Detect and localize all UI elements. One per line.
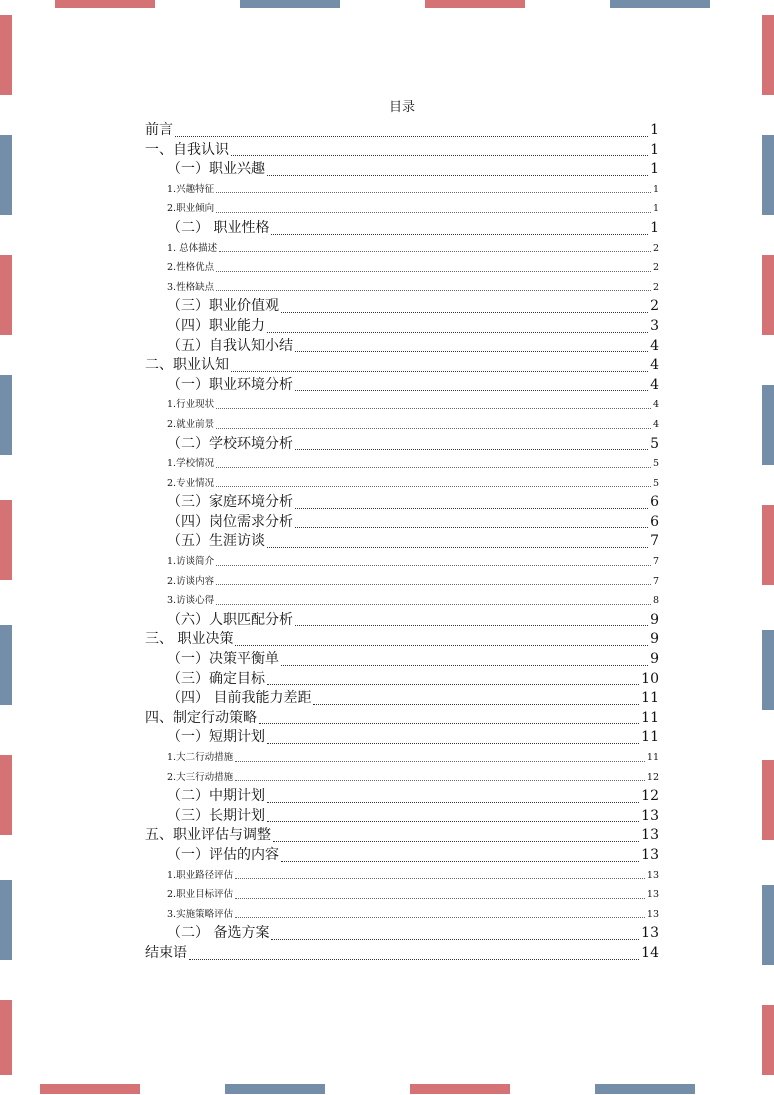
toc-entry[interactable] (145, 435, 659, 455)
toc-entry-label: 一、自我认识 (145, 141, 229, 158)
toc-entry-label: （二） 职业性格 (167, 219, 270, 236)
toc-entry-label: 2.性格优点 (167, 262, 215, 274)
toc-entry-label: （四） 目前我能力差距 (167, 690, 312, 707)
toc-entry-label: 三、 职业决策 (145, 631, 234, 648)
toc-entry-label: 3.性格缺点 (167, 281, 215, 293)
toc-leader-dots (216, 290, 651, 291)
toc-entry-page: 4 (652, 399, 659, 411)
toc-entry-page: 7 (652, 575, 659, 587)
toc-entry[interactable] (145, 689, 659, 709)
toc-entry[interactable] (145, 121, 659, 141)
toc-entry-page: 4 (650, 357, 659, 374)
toc-entry-page: 2 (652, 281, 659, 293)
toc-entry-page: 12 (646, 771, 659, 783)
border-stripe (0, 755, 12, 835)
toc-entry-page: 4 (650, 376, 659, 393)
border-stripe (610, 0, 710, 8)
toc-entry[interactable] (145, 474, 659, 494)
toc-entry-page: 9 (650, 651, 659, 668)
border-stripe (55, 0, 155, 8)
toc-entry[interactable] (145, 513, 659, 533)
toc-entry[interactable] (145, 846, 659, 866)
toc-entry-page: 13 (641, 846, 659, 863)
toc-entry-label: （三）家庭环境分析 (167, 494, 293, 511)
toc-leader-dots (189, 959, 639, 960)
toc-entry-label: 四、制定行动策略 (145, 709, 257, 726)
toc-entry-label: 1. 总体描述 (167, 242, 218, 254)
border-stripe (0, 1000, 12, 1075)
toc-leader-dots (267, 821, 639, 822)
toc-entry[interactable] (145, 866, 659, 886)
toc-leader-dots (295, 351, 648, 352)
toc-entry-label: 1.行业现状 (167, 399, 215, 411)
toc-entry-label: （六）人职匹配分析 (167, 611, 293, 628)
toc-leader-dots (235, 898, 645, 899)
toc-leader-dots (259, 723, 639, 724)
toc-entry-label: 五、职业评估与调整 (145, 827, 271, 844)
toc-leader-dots (175, 136, 648, 137)
toc-entry-label: （二）中期计划 (167, 788, 265, 805)
toc-entry-label: 1.学校情况 (167, 458, 215, 470)
toc-entry[interactable] (145, 180, 659, 200)
toc-entry[interactable] (145, 768, 659, 788)
toc-leader-dots (216, 604, 651, 605)
toc-leader-dots (216, 486, 651, 487)
toc-entry[interactable] (145, 219, 659, 239)
toc-leader-dots (216, 467, 651, 468)
toc-entry-page: 1 (650, 122, 659, 138)
toc-list (145, 121, 659, 964)
toc-entry-page: 2 (652, 242, 659, 254)
border-stripe (0, 375, 12, 455)
toc-entry[interactable] (145, 670, 659, 690)
toc-entry[interactable] (145, 160, 659, 180)
toc-entry[interactable] (145, 356, 659, 376)
toc-entry-page: 11 (641, 729, 659, 746)
border-stripe (410, 1084, 510, 1094)
toc-entry-label: 2.就业前景 (167, 418, 215, 430)
toc-entry[interactable] (145, 650, 659, 670)
border-stripe (762, 760, 774, 840)
toc-leader-dots (216, 428, 651, 429)
toc-entry[interactable] (145, 905, 659, 925)
toc-entry[interactable] (145, 278, 659, 298)
toc-entry-page: 13 (646, 908, 659, 920)
toc-leader-dots (267, 547, 648, 548)
toc-entry[interactable] (145, 885, 659, 905)
toc-leader-dots (267, 802, 639, 803)
border-stripe (0, 625, 12, 705)
toc-entry-label: （五）自我认知小结 (167, 337, 293, 354)
toc-entry[interactable] (145, 258, 659, 278)
toc-entry-label: 2.访谈内容 (167, 575, 215, 587)
toc-leader-dots (281, 861, 639, 862)
toc-leader-dots (295, 527, 648, 528)
toc-entry-page: 1 (650, 161, 659, 178)
toc-entry-label: （一）评估的内容 (167, 846, 279, 863)
toc-entry-label: 1.职业路径评估 (167, 869, 234, 881)
toc-leader-dots (231, 155, 648, 156)
border-stripe (762, 255, 774, 335)
border-stripe (762, 385, 774, 465)
toc-leader-dots (271, 234, 648, 235)
toc-entry[interactable] (145, 317, 659, 337)
toc-entry-label: （二）学校环境分析 (167, 435, 293, 452)
border-stripe (762, 15, 774, 95)
border-stripe (240, 0, 340, 8)
toc-entry[interactable] (145, 807, 659, 827)
toc-entry-label: （三）确定目标 (167, 670, 265, 687)
toc-entry[interactable] (145, 532, 659, 552)
toc-entry-page: 6 (650, 494, 659, 511)
toc-leader-dots (216, 408, 651, 409)
toc-leader-dots (267, 332, 648, 333)
toc-entry-label: （一）职业兴趣 (167, 161, 265, 178)
toc-entry-page: 5 (652, 477, 659, 489)
toc-entry-label: 3.访谈心得 (167, 595, 215, 607)
toc-entry-label: 2.职业目标评估 (167, 889, 234, 901)
toc-entry-page: 9 (650, 631, 659, 648)
toc-entry-label: 二、职业认知 (145, 357, 229, 374)
toc-entry-label: （一）短期计划 (167, 729, 265, 746)
toc-entry-label: 3.实施策略评估 (167, 908, 234, 920)
toc-entry-label: 2.大三行动措施 (167, 771, 234, 783)
toc-entry[interactable] (145, 141, 659, 161)
border-stripe (0, 255, 12, 335)
toc-leader-dots (267, 175, 648, 176)
toc-entry-label: （四）职业能力 (167, 317, 265, 334)
toc-entry-page: 4 (652, 418, 659, 430)
toc-entry-label: 1.兴趣特征 (167, 183, 215, 195)
toc-entry[interactable] (145, 337, 659, 357)
toc-entry[interactable] (145, 552, 659, 572)
toc-leader-dots (216, 271, 651, 272)
toc-entry-label: （五）生涯访谈 (167, 533, 265, 550)
toc-entry-page: 11 (646, 752, 659, 763)
toc-entry-page: 13 (641, 807, 659, 824)
toc-leader-dots (216, 565, 651, 566)
toc-entry[interactable] (145, 924, 659, 944)
toc-leader-dots (235, 878, 645, 879)
toc-entry-page: 1 (652, 203, 659, 215)
toc-entry-page: 14 (641, 944, 659, 961)
border-stripe (762, 1005, 774, 1075)
border-stripe (762, 505, 774, 585)
table-of-contents (145, 96, 659, 964)
toc-leader-dots (235, 780, 645, 781)
toc-entry-label: （三）职业价值观 (167, 298, 279, 315)
border-stripe (762, 135, 774, 215)
toc-entry-label: 2.职业倾向 (167, 203, 215, 215)
toc-leader-dots (295, 390, 648, 391)
toc-entry-label: （二） 备选方案 (167, 925, 270, 942)
toc-entry-label: 1.访谈简介 (167, 556, 215, 568)
toc-entry[interactable] (145, 239, 659, 259)
toc-entry-page: 5 (650, 435, 659, 452)
toc-entry-label: 1.大二行动措施 (167, 752, 234, 763)
toc-entry-label: 前言 (145, 122, 173, 138)
toc-leader-dots (219, 251, 651, 252)
toc-entry-page: 13 (646, 889, 659, 901)
toc-entry[interactable] (145, 493, 659, 513)
border-stripe (0, 880, 12, 960)
toc-entry-page: 13 (641, 827, 659, 844)
border-stripe (425, 0, 525, 8)
toc-entry-page: 13 (641, 925, 659, 942)
toc-entry-label: （三）长期计划 (167, 807, 265, 824)
toc-entry[interactable] (145, 454, 659, 474)
toc-entry-page: 13 (646, 869, 659, 881)
toc-entry[interactable] (145, 709, 659, 729)
toc-leader-dots (295, 625, 648, 626)
toc-entry-page: 9 (650, 611, 659, 628)
border-stripe (40, 1084, 140, 1094)
toc-entry[interactable] (145, 787, 659, 807)
toc-leader-dots (267, 743, 639, 744)
border-stripe (762, 630, 774, 710)
toc-entry-page: 1 (650, 141, 659, 158)
toc-entry[interactable] (145, 630, 659, 650)
toc-entry-page: 6 (650, 513, 659, 530)
toc-entry[interactable] (145, 572, 659, 592)
toc-entry-page: 2 (652, 262, 659, 274)
toc-entry-page: 7 (650, 533, 659, 550)
toc-entry[interactable] (145, 415, 659, 435)
toc-leader-dots (235, 917, 645, 918)
toc-leader-dots (271, 939, 639, 940)
toc-leader-dots (231, 371, 648, 372)
toc-entry-page: 11 (641, 690, 659, 707)
toc-entry[interactable] (145, 395, 659, 415)
toc-leader-dots (216, 192, 651, 193)
toc-entry-page: 4 (650, 337, 659, 354)
toc-entry-page: 1 (652, 183, 659, 195)
toc-entry[interactable] (145, 748, 659, 768)
toc-leader-dots (216, 584, 651, 585)
toc-entry[interactable] (145, 944, 659, 964)
toc-entry-page: 2 (650, 298, 659, 315)
border-stripe (225, 1084, 325, 1094)
toc-leader-dots (267, 684, 639, 685)
toc-entry-page: 3 (650, 317, 659, 334)
toc-entry-page: 11 (641, 709, 659, 726)
toc-entry[interactable] (145, 728, 659, 748)
toc-entry-page: 12 (641, 788, 659, 805)
toc-entry[interactable] (145, 376, 659, 396)
toc-entry-page: 7 (652, 556, 659, 568)
border-stripe (595, 1084, 695, 1094)
toc-leader-dots (235, 645, 648, 646)
toc-leader-dots (281, 665, 648, 666)
border-stripe (0, 135, 12, 215)
border-stripe (762, 885, 774, 965)
toc-entry[interactable] (145, 199, 659, 219)
toc-entry[interactable] (145, 591, 659, 611)
toc-entry[interactable] (145, 611, 659, 631)
toc-leader-dots (216, 212, 651, 213)
toc-leader-dots (295, 508, 648, 509)
toc-leader-dots (235, 761, 645, 762)
border-stripe (0, 15, 12, 95)
toc-entry[interactable] (145, 826, 659, 846)
toc-entry-page: 10 (641, 670, 659, 687)
border-stripe (0, 500, 12, 580)
toc-entry-label: （一）职业环境分析 (167, 376, 293, 393)
toc-entry-label: 2.专业情况 (167, 477, 215, 489)
toc-entry-label: （一）决策平衡单 (167, 651, 279, 668)
toc-title: 目录 (388, 100, 415, 115)
toc-entry[interactable] (145, 297, 659, 317)
toc-leader-dots (273, 841, 639, 842)
toc-leader-dots (281, 312, 648, 313)
toc-entry-page: 5 (652, 458, 659, 470)
toc-leader-dots (295, 449, 648, 450)
toc-leader-dots (313, 704, 639, 705)
toc-entry-page: 8 (652, 595, 659, 607)
toc-entry-page: 1 (650, 219, 659, 236)
toc-entry-label: （四）岗位需求分析 (167, 513, 293, 530)
toc-entry-label: 结束语 (145, 944, 187, 961)
